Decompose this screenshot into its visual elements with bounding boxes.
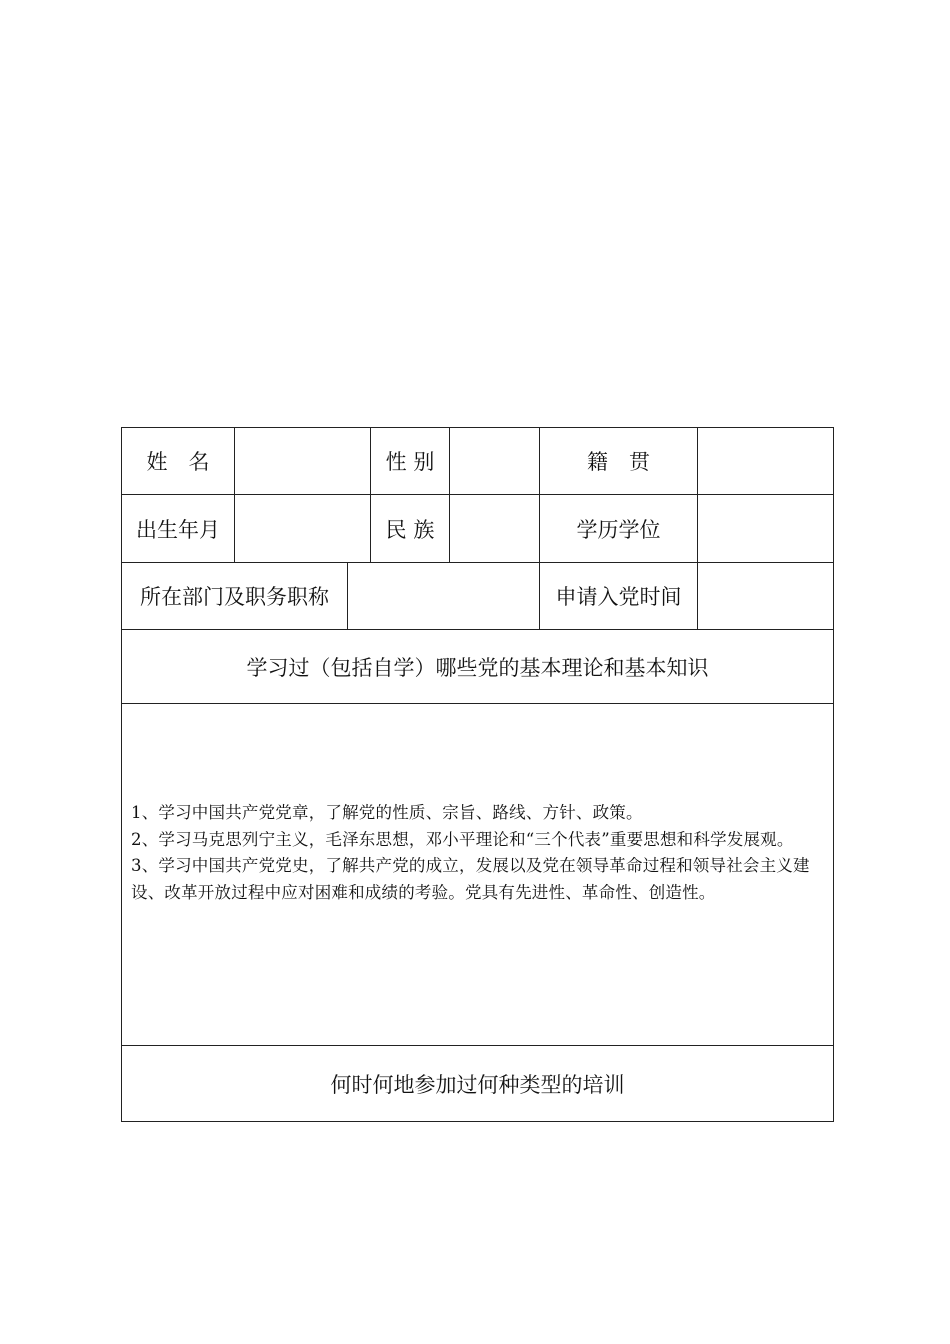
department-label: 所在部门及职务职称 bbox=[122, 563, 348, 629]
ethnicity-value-cell[interactable] bbox=[450, 495, 540, 562]
ethnicity-label: 民 族 bbox=[371, 495, 450, 562]
study-content-text bbox=[131, 800, 827, 906]
gender-value-cell[interactable] bbox=[450, 428, 540, 494]
education-value-cell[interactable] bbox=[698, 495, 834, 562]
education-label: 学历学位 bbox=[540, 495, 698, 562]
gender-label: 性 别 bbox=[371, 428, 450, 494]
apply-time-label: 申请入党时间 bbox=[540, 563, 698, 629]
application-form-table bbox=[121, 427, 834, 1122]
native-place-value-cell[interactable] bbox=[698, 428, 834, 494]
row-department bbox=[122, 563, 833, 630]
name-value-cell[interactable] bbox=[235, 428, 371, 494]
row-training-heading bbox=[122, 1046, 833, 1122]
department-value-cell[interactable] bbox=[348, 563, 540, 629]
study-paragraph: 3、学习中国共产党党史，了解共产党的成立，发展以及党在领导革命过程和领导社会主义建设、改革开放过程中应对困难和成绩的考验。党具有先进性、革命性、创造性。 bbox=[131, 856, 810, 902]
row-study-content bbox=[122, 704, 833, 1046]
birth-label: 出生年月 bbox=[122, 495, 235, 562]
row-basic-info-1 bbox=[122, 428, 833, 495]
row-basic-info-2 bbox=[122, 495, 833, 563]
study-paragraph: 2、学习马克思列宁主义，毛泽东思想，邓小平理论和“三个代表”重要思想和科学发展观。 bbox=[131, 829, 794, 849]
native-place-label: 籍 贯 bbox=[540, 428, 698, 494]
apply-time-value-cell[interactable] bbox=[698, 563, 834, 629]
name-label: 姓 名 bbox=[122, 428, 235, 494]
birth-value-cell[interactable] bbox=[235, 495, 371, 562]
study-paragraph: 1、学习中国共产党党章，了解党的性质、宗旨、路线、方针、政策。 bbox=[131, 803, 643, 822]
row-study-heading bbox=[122, 630, 833, 704]
study-section-heading: 学习过（包括自学）哪些党的基本理论和基本知识 bbox=[246, 655, 709, 680]
training-section-heading: 何时何地参加过何种类型的培训 bbox=[330, 1073, 625, 1097]
